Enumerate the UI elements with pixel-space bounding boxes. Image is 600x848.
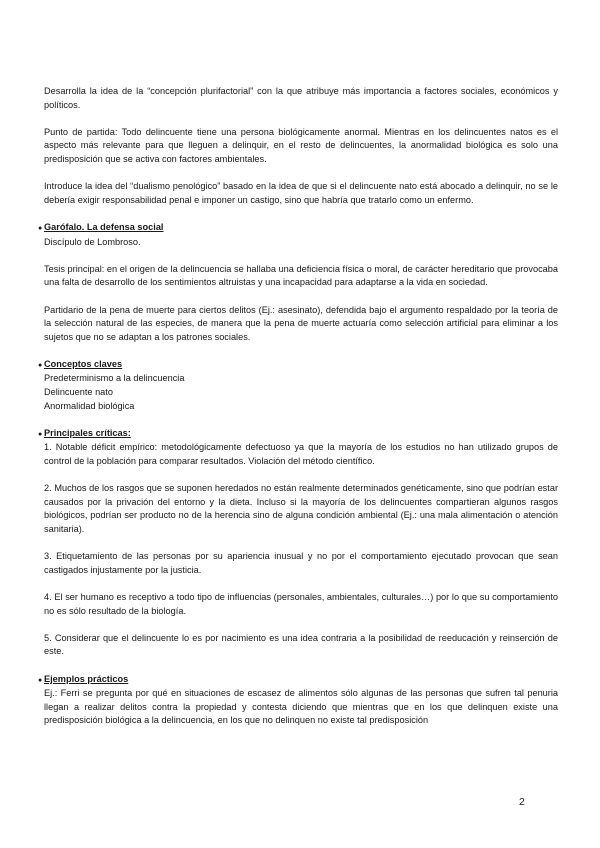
paragraph-punto-de-partida: Punto de partida: Todo delincuente tiene una persona biológicamente anormal. Mientras en los delincuentes natos es el aspecto más relevante para que lleguen a delinquir, en el resto de delincuentes, la anormalidad biológica es solo una predisposición que se activa con factores ambientales. (44, 126, 558, 164)
list-item: Delincuente nato (44, 387, 113, 398)
bullet-icon: ● (38, 676, 43, 684)
list-item: Predeterminismo a la delincuencia (44, 373, 185, 384)
paragraph-dualismo-penologico: Introduce la idea del “dualismo penológico” basado en la idea de que si el delincuente nato está abocado a delinquir, no se le debería exigir responsabilidad penal e imponer un castigo, sino que habría que tratarlo como un enfermo. (44, 181, 558, 205)
paragraph-ejemplo-ferri: Ej.: Ferri se pregunta por qué en situaciones de escasez de alimentos sólo algunas de las personas que sufren tal penuria llegan a realizar delitos contra la propiedad y contesta diciendo que mientras que en los que delinquen existe una predisposición biológica a la delincuencia, en los que no delinquen no existe tal predisposición (44, 688, 558, 726)
heading-ejemplos (38, 673, 558, 688)
document-body (38, 85, 558, 742)
critica-item-5: 5. Considerar que el delincuente lo es por nacimiento es una idea contraria a la posibilidad de reeducación y reinserción de este. (44, 632, 558, 657)
heading-criticas (38, 427, 558, 442)
paragraph-pena-de-muerte: Partidario de la pena de muerte para ciertos delitos (Ej.: asesinato), defendida bajo el argumento respaldado por la teoría de la selección natural de las especies, de manera que la pena de muerte actuaría como selección artificial para eliminar a los sujetos que no se adaptan a los patrones sociales. (44, 304, 558, 342)
heading-conceptos-text: Conceptos claves (44, 358, 123, 369)
bullet-icon: ● (38, 224, 43, 232)
paragraph-tesis-principal: Tesis principal: en el origen de la delincuencia se hallaba una deficiencia física o moral, de carácter hereditario que provocaba una falta de desarrollo de los sentimientos altruistas y una incapacidad para adaptarse a la vida en sociedad. (44, 263, 558, 288)
list-item: Anormalidad biológica (44, 400, 135, 411)
critica-item-3: 3. Etiquetamiento de las personas por su apariencia inusual y no por el comportamiento ejecutado provocan que sean castigados injustamente por la justicia. (44, 551, 558, 575)
heading-garofalo-text: Garófalo. La defensa social (44, 221, 164, 232)
critica-item-1: 1. Notable déficit empírico: metodológicamente defectuoso ya que la mayoría de los estudios no han utilizado grupos de control de la población para comparar resultados. Violación del método científico. (44, 442, 558, 467)
bullet-icon: ● (38, 430, 43, 438)
paragraph-plurifactorial: Desarrolla la idea de la “concepción plurifactorial” con la que atribuye más importancia a factores sociales, económicos y políticos. (44, 86, 558, 110)
heading-criticas-text: Principales críticas: (44, 427, 131, 438)
page-number: 2 (519, 796, 525, 808)
heading-garofalo (38, 221, 558, 236)
heading-ejemplos-text: Ejemplos prácticos (44, 673, 129, 684)
critica-item-2: 2. Muchos de los rasgos que se suponen heredados no están realmente determinados genéticamente, sino que podrían estar causados por la privación del entorno y la dieta. Incluso si la mayoría de los delincuentes compartieran algunos rasgos biológicos, podrían ser producto no de la herencia sino de alguna condición ambiental (Ej.: una mala alimentación o atención sanitaria). (44, 483, 558, 534)
bullet-icon: ● (38, 361, 43, 369)
heading-conceptos (38, 358, 558, 373)
paragraph-discipulo: Discípulo de Lombroso. (44, 236, 141, 247)
critica-item-4: 4. El ser humano es receptivo a todo tipo de influencias (personales, ambientales, culturales…) por lo que su comportamiento no es sólo resultado de la biología. (44, 591, 558, 616)
conceptos-list (44, 372, 558, 413)
